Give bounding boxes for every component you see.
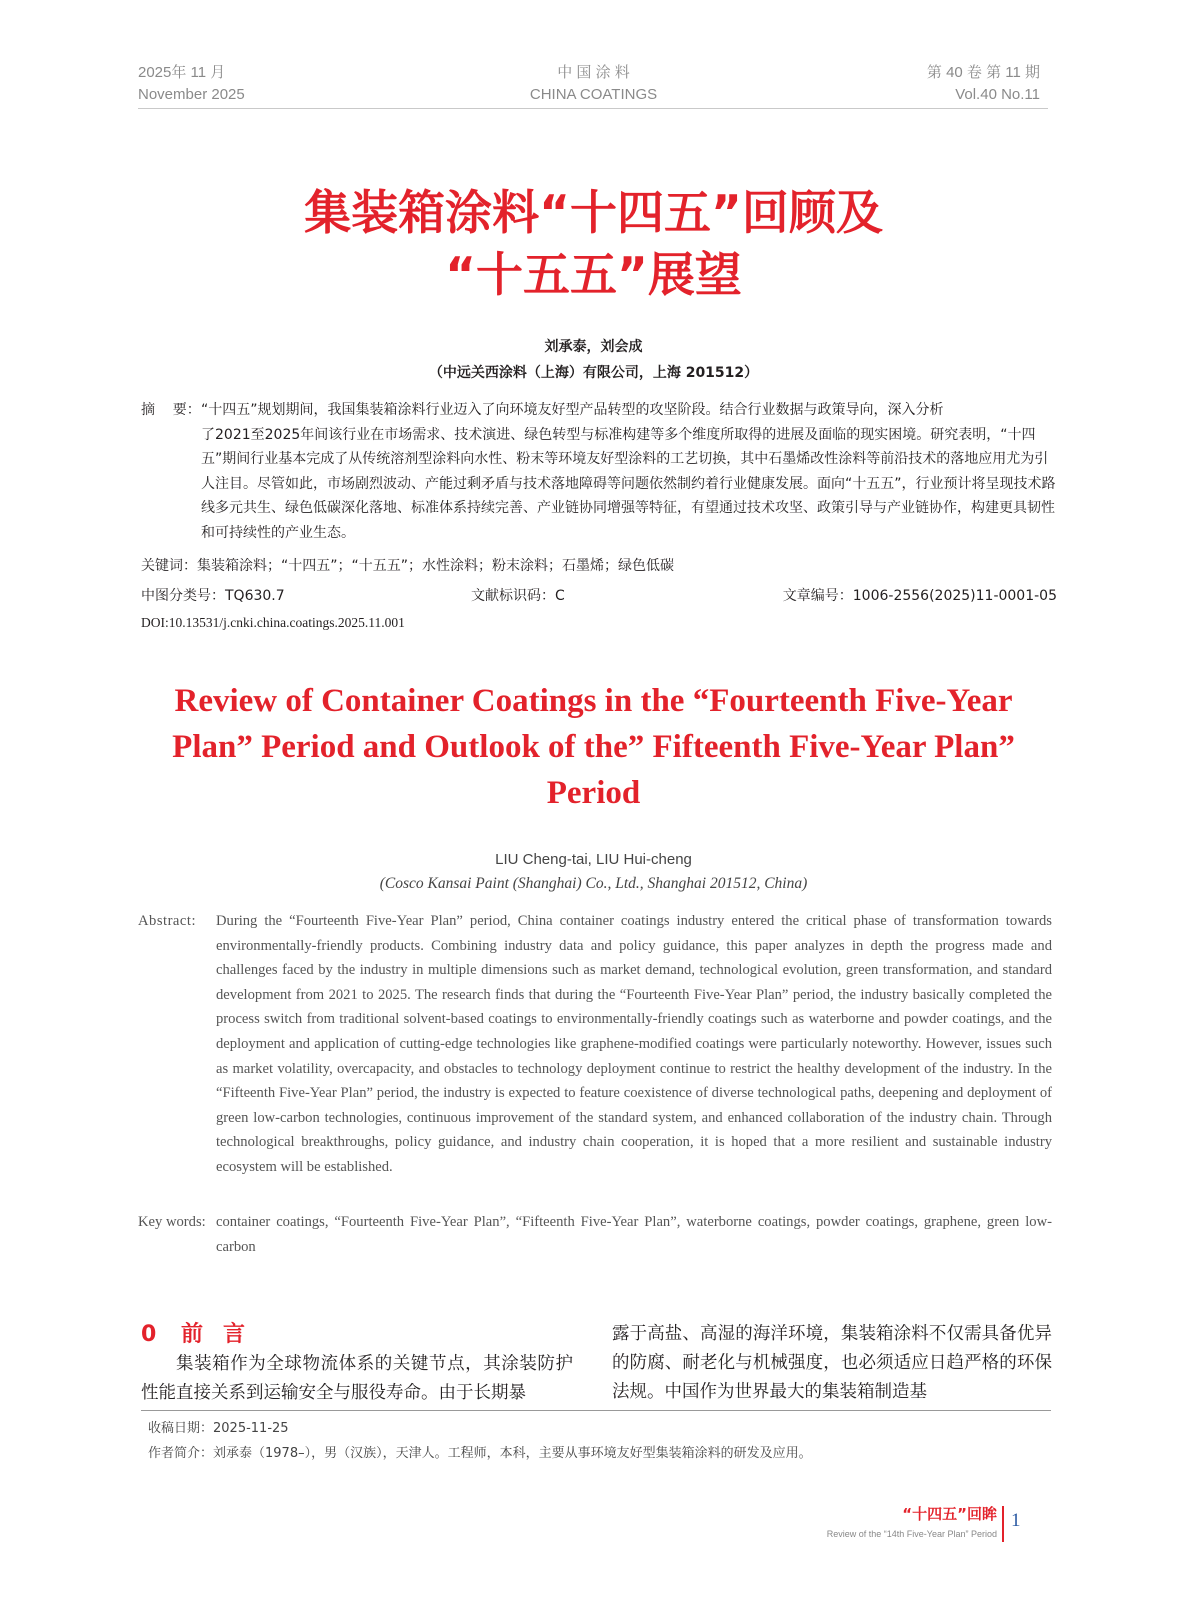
title-en bbox=[0, 678, 1187, 816]
body-column-right bbox=[612, 1320, 1052, 1407]
classification-row bbox=[141, 586, 1057, 606]
header-date-cn: 2025年 11 月 bbox=[138, 64, 226, 81]
doi-link[interactable]: DOI:10.13531/j.cnki.china.coatings.2025.11.001 bbox=[141, 615, 405, 630]
footnote-received: 收稿日期：2025-11-25 bbox=[148, 1421, 289, 1436]
title-en-line2: Plan” Period and Outlook of the” Fifteenth Five-Year Plan” bbox=[172, 729, 1015, 765]
section-number: 0 bbox=[141, 1322, 159, 1347]
page-number: 1 bbox=[1011, 1510, 1021, 1531]
body-column-left bbox=[141, 1350, 573, 1408]
affiliation-cn: （中远关西涂料（上海）有限公司，上海 201512） bbox=[428, 365, 759, 381]
authors-en: LIU Cheng-tai, LIU Hui-cheng bbox=[495, 851, 692, 868]
abstract-cn-label: 摘 要： bbox=[141, 402, 201, 418]
body-paragraph: 露于高盐、高湿的海洋环境，集装箱涂料不仅需具备优异的防腐、耐老化与机械强度，也必须适应日趋严格的环保法规。中国作为世界最大的集装箱制造基 bbox=[612, 1324, 1052, 1402]
header-divider bbox=[138, 108, 1048, 109]
footnote-author-bio: 作者简介：刘承泰（1978–），男（汉族），天津人。工程师，本科，主要从事环境友好型集装箱涂料的研发及应用。 bbox=[148, 1446, 812, 1461]
abstract-cn-text: “十四五”规划期间，我国集装箱涂料行业迈入了向环境友好型产品转型的攻坚阶段。结合行业数据与政策导向，深入分析 bbox=[201, 402, 944, 418]
authors-cn: 刘承泰，刘会成 bbox=[544, 339, 643, 355]
clc-number: 中图分类号：TQ630.7 bbox=[141, 588, 285, 604]
header-issue-cn: 第 40 卷 第 11 期 bbox=[926, 64, 1040, 81]
document-code: 文献标识码：C bbox=[471, 588, 565, 604]
title-cn-line2: “十五五”展望 bbox=[445, 248, 742, 303]
header-journal-en: CHINA COATINGS bbox=[529, 86, 658, 103]
title-cn bbox=[0, 183, 1187, 307]
keywords-en-text: container coatings, “Fourteenth Five-Year Plan”, “Fifteenth Five-Year Plan”, waterborne coatings, powder coatings, graphene, green low-carbon bbox=[216, 1214, 1052, 1255]
title-en-line3: Period bbox=[546, 775, 641, 811]
body-paragraph: 集装箱作为全球物流体系的关键节点，其涂装防护性能直接关系到运输安全与服役寿命。由于长期暴 bbox=[141, 1354, 573, 1403]
keywords-cn: 关键词：集装箱涂料；“十四五”；“十五五”；水性涂料；粉末涂料；石墨烯；绿色低碳 bbox=[141, 558, 675, 574]
keywords-en bbox=[138, 1210, 1052, 1259]
abstract-en-label: Abstract: bbox=[138, 913, 196, 929]
title-en-line1: Review of Container Coatings in the “Fourteenth Five-Year bbox=[174, 683, 1013, 719]
column-title-en: Review of the “14th Five-Year Plan” Period bbox=[826, 1529, 997, 1539]
abstract-en-text: During the “Fourteenth Five-Year Plan” period, China container coatings industry entered the critical phase of transformation towards environmentally-friendly products. Combining industry data and policy guidance, this paper analyzes in depth the progress made and challenges faced by the industry in multiple dimensions such as market demand, technological evolution, green transformation, and standard development from 2021 to 2025. The research finds that during the “Fourteenth Five-Year Plan” period, the industry basically completed the process switch from traditional solvent-based coatings to environmentally-friendly coatings such as waterborne and powder coatings, and the deployment and application of cutting-edge technologies like graphene-modified coatings were particularly noteworthy. However, issues such as market volatility, overcapacity, and obstacles to technology deployment continue to restrict the healthy development of the industry. In the “Fifteenth Five-Year Plan” period, the industry is expected to feature coexistence of diverse technological paths, deepening and deployment of green low-carbon technologies, continuous improvement of the standard system, and enhanced collaboration of the industry chain. Through technological breakthroughs, policy guidance, and industry chain cooperation, it is hoped that a more resilient and sustainable industry ecosystem will be established. bbox=[216, 913, 1052, 1175]
header-journal-cn: 中 国 涂 料 bbox=[557, 64, 630, 81]
article-number: 文章编号：1006-2556(2025)11-0001-05 bbox=[782, 588, 1057, 604]
keywords-en-label: Key words: bbox=[138, 1214, 206, 1230]
column-title-cn: “十四五”回眸 bbox=[902, 1505, 997, 1523]
footer-accent-bar bbox=[1002, 1506, 1004, 1542]
title-cn-line1: 集装箱涂料“十四五”回顾及 bbox=[304, 186, 883, 241]
section-title: 前言 bbox=[181, 1322, 266, 1347]
section-heading bbox=[141, 1317, 265, 1348]
header-date-en: November 2025 bbox=[138, 86, 245, 103]
abstract-cn-text-rest: 了2021至2025年间该行业在市场需求、技术演进、绿色转型与标准构建等多个维度所取得的进展及面临的现实困境。研究表明，“十四五”期间行业基本完成了从传统溶剂型涂料向水性、粉末等环境友好型涂料的工艺切换，其中石墨烯改性涂料等前沿技术的落地应用尤为引人注目。尽管如此，市场剧烈波动、产能过剩矛盾与技术落地障碍等问题依然制约着行业健康发展。面向“十五五”，行业预计将呈现技术路线多元共生、绿色低碳深化落地、标准体系持续完善、产业链协同增强等特征，有望通过技术攻坚、政策引导与产业链协作，构建更具韧性和可持续性的产业生态。 bbox=[201, 426, 1056, 541]
footnote-divider bbox=[141, 1410, 1051, 1411]
header-issue bbox=[927, 62, 1040, 106]
abstract-en bbox=[138, 909, 1052, 1180]
abstract-cn bbox=[141, 398, 1057, 545]
affiliation-en: (Cosco Kansai Paint (Shanghai) Co., Ltd., Shanghai 201512, China) bbox=[379, 875, 808, 892]
header-issue-en: Vol.40 No.11 bbox=[955, 86, 1040, 103]
